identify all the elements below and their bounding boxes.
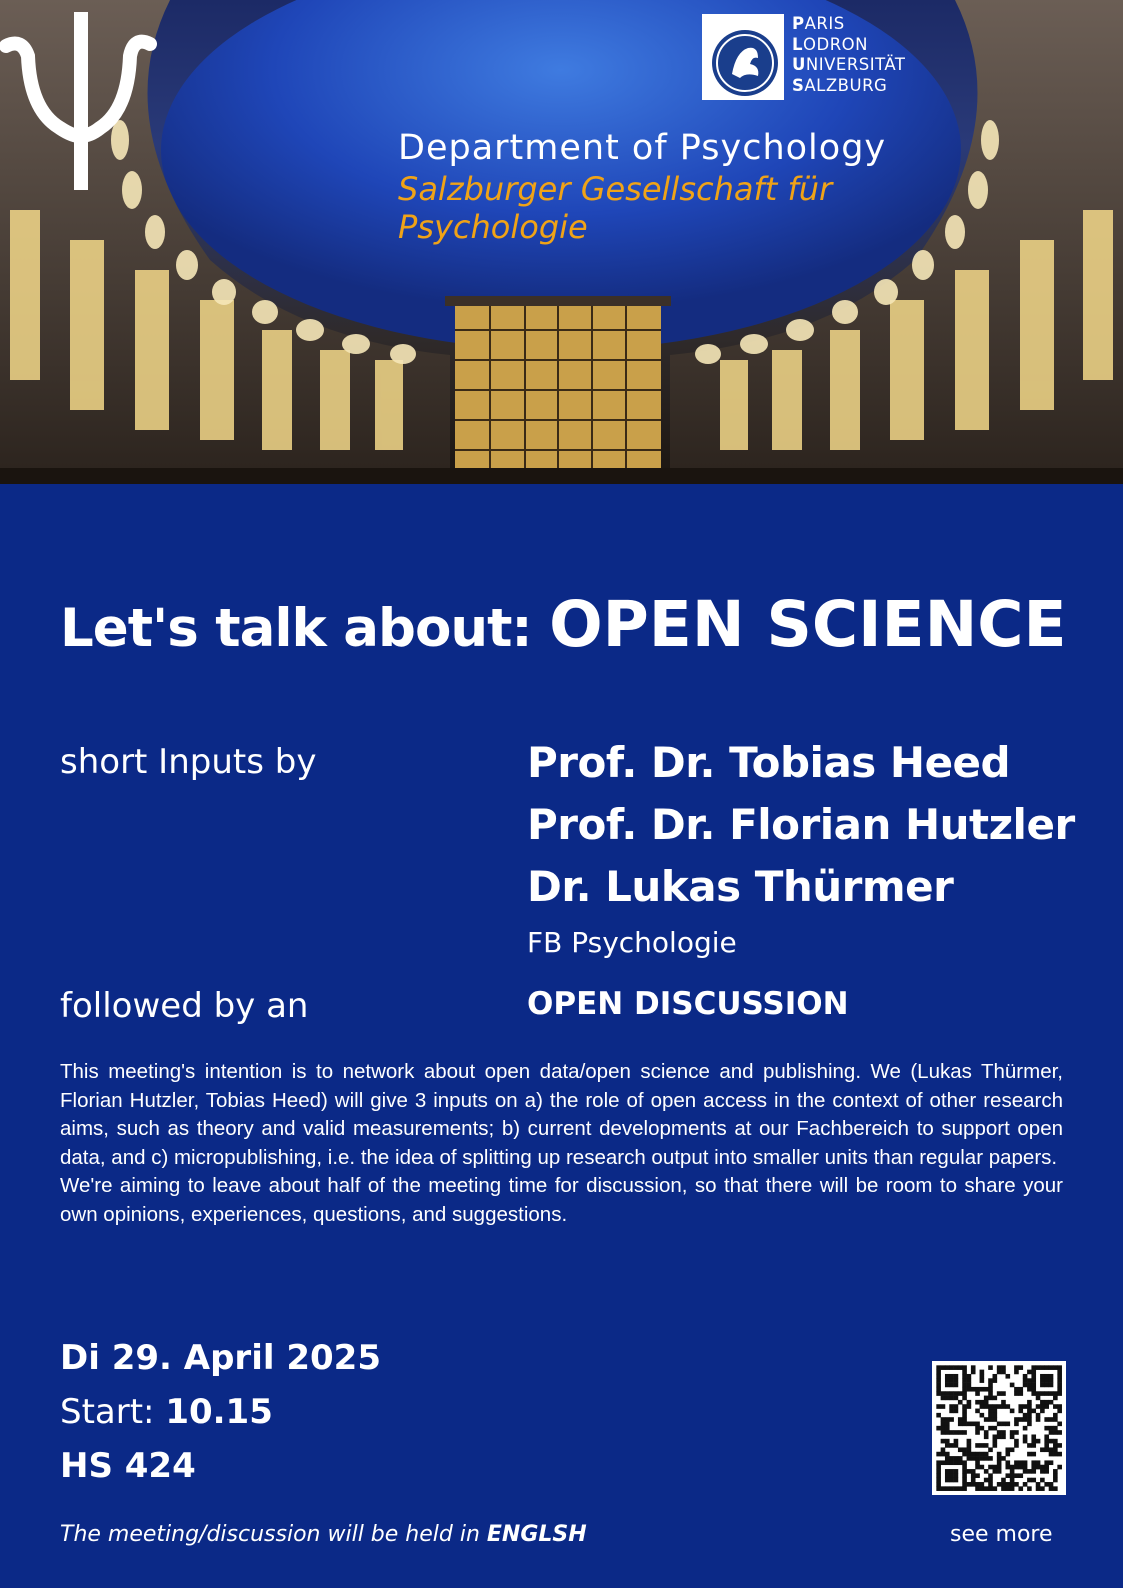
discussion-label: followed by an <box>60 986 309 1026</box>
start-time: 10.15 <box>165 1392 273 1432</box>
see-more-link[interactable]: see more <box>950 1522 1053 1547</box>
event-room: HS 424 <box>60 1446 196 1486</box>
description-paragraph: We're aiming to leave about half of the meeting time for discussion, so that there will be room to share your own opinions, experiences, questions, and suggestions. <box>60 1174 1063 1226</box>
discussion-title: OPEN DISCUSSION <box>527 986 849 1022</box>
university-logo <box>702 14 928 100</box>
event-start <box>60 1392 273 1432</box>
headline <box>60 588 1067 661</box>
speaker-name: Dr. Lukas Thürmer <box>527 862 954 911</box>
description <box>60 1058 1063 1229</box>
speakers-label: short Inputs by <box>60 742 317 782</box>
speaker-name: Prof. Dr. Tobias Heed <box>527 738 1011 787</box>
psi-logo-icon <box>0 0 160 205</box>
headline-prefix: Let's talk about: <box>60 598 550 659</box>
speaker-affiliation: FB Psychologie <box>527 926 737 959</box>
headline-topic: OPEN SCIENCE <box>549 588 1067 661</box>
start-label: Start: <box>60 1392 166 1432</box>
society-name: Salzburger Gesellschaft für Psychologie <box>398 170 833 246</box>
language-note <box>60 1522 587 1547</box>
description-paragraph: This meeting's intention is to network about open data/open science and publishing. We (Lukas Thürmer, Florian Hutzler, Tobias Heed) will give 3 inputs on a) the role of open access in the context of other research aims, such as theory and valid measurements; b) current developments at our Fachbereich to support open data, and c) micropublishing, i.e. the idea of splitting up research output into smaller units than regular papers. <box>60 1060 1063 1169</box>
university-seal-icon <box>702 14 784 100</box>
language-value: ENGLSH <box>486 1522 587 1547</box>
header-photo <box>0 0 1123 484</box>
event-date: Di 29. April 2025 <box>60 1338 381 1378</box>
speaker-name: Prof. Dr. Florian Hutzler <box>527 800 1075 849</box>
qr-code-icon[interactable] <box>932 1361 1066 1495</box>
department-title: Department of Psychology <box>398 128 887 168</box>
university-name: PARIS LODRON UNIVERSITÄT SALZBURG <box>792 14 906 95</box>
language-prefix: The meeting/discussion will be held in <box>60 1522 487 1547</box>
